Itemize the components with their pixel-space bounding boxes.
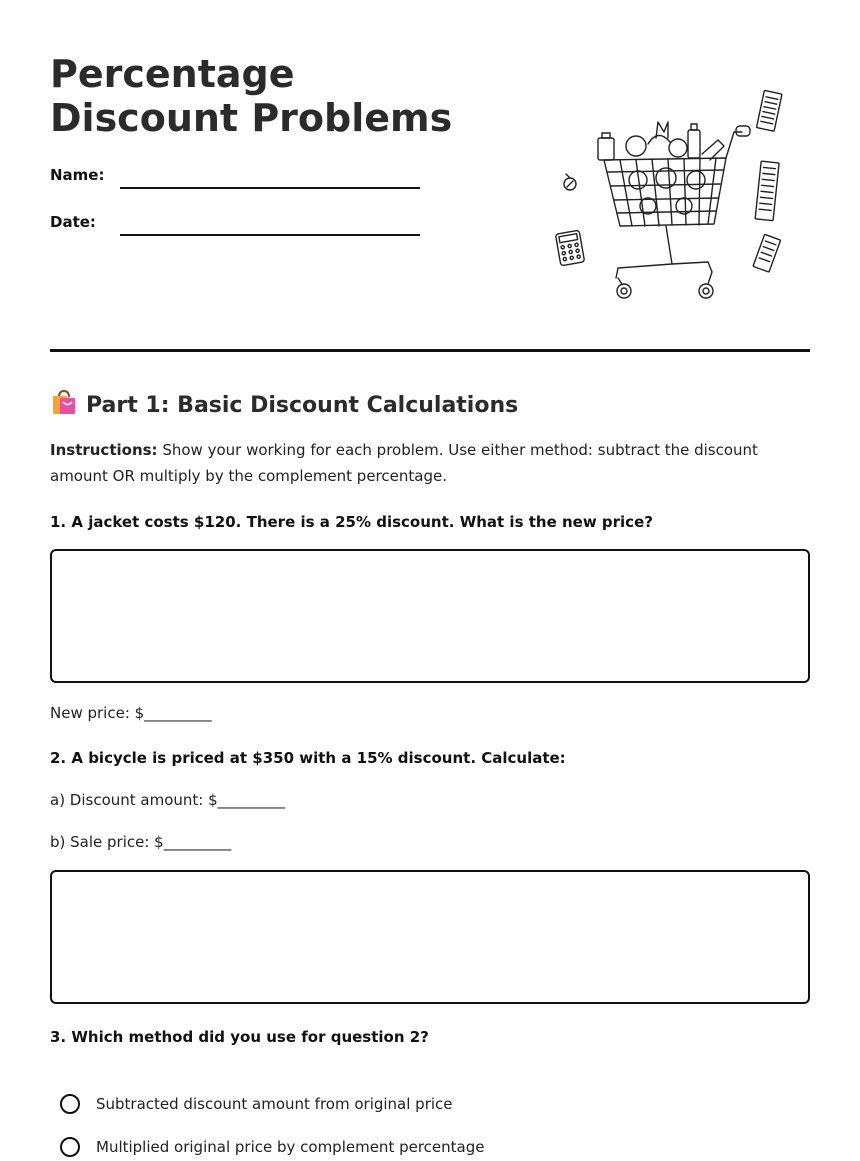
section-divider bbox=[50, 349, 810, 352]
question-3: 3. Which method did you use for question 2? bbox=[50, 1028, 429, 1046]
option-label: Subtracted discount amount from original price bbox=[96, 1095, 453, 1113]
instructions bbox=[50, 437, 810, 489]
instructions-text: Show your working for each problem. Use either method: subtract the discount amount OR multiply by the complement percentage. bbox=[50, 441, 758, 485]
date-field[interactable] bbox=[120, 234, 420, 236]
sale-price-line: b) Sale price: $_________ bbox=[50, 833, 232, 851]
method-option-multiply[interactable] bbox=[60, 1137, 484, 1157]
shopping-cart-icon bbox=[598, 122, 750, 298]
name-field[interactable] bbox=[120, 187, 420, 189]
calculator-icon bbox=[555, 230, 584, 266]
price-tag-icon bbox=[564, 174, 576, 190]
answer-box-2[interactable] bbox=[50, 870, 810, 1004]
answer-box-1[interactable] bbox=[50, 549, 810, 683]
option-label: Multiplied original price by complement percentage bbox=[96, 1138, 485, 1156]
shopping-cart-illustration bbox=[548, 88, 788, 303]
date-label: Date: bbox=[50, 213, 96, 231]
new-price-line: New price: $_________ bbox=[50, 704, 212, 722]
receipt-icon bbox=[756, 90, 782, 131]
shopping-bag-icon bbox=[50, 388, 78, 416]
discount-amount-line: a) Discount amount: $_________ bbox=[50, 791, 286, 809]
part1-heading bbox=[50, 388, 518, 418]
radio-button[interactable] bbox=[60, 1094, 80, 1114]
question-1: 1. A jacket costs $120. There is a 25% discount. What is the new price? bbox=[50, 513, 653, 531]
name-label: Name: bbox=[50, 166, 105, 184]
page-title: Percentage Discount Problems bbox=[50, 52, 453, 140]
part1-title: Part 1: Basic Discount Calculations bbox=[86, 393, 519, 418]
question-2: 2. A bicycle is priced at $350 with a 15% discount. Calculate: bbox=[50, 749, 566, 767]
receipt-icon bbox=[753, 234, 781, 272]
instructions-label: Instructions: bbox=[50, 441, 158, 459]
radio-button[interactable] bbox=[60, 1137, 80, 1157]
receipt-icon bbox=[755, 161, 779, 221]
method-option-subtract[interactable] bbox=[60, 1094, 453, 1114]
